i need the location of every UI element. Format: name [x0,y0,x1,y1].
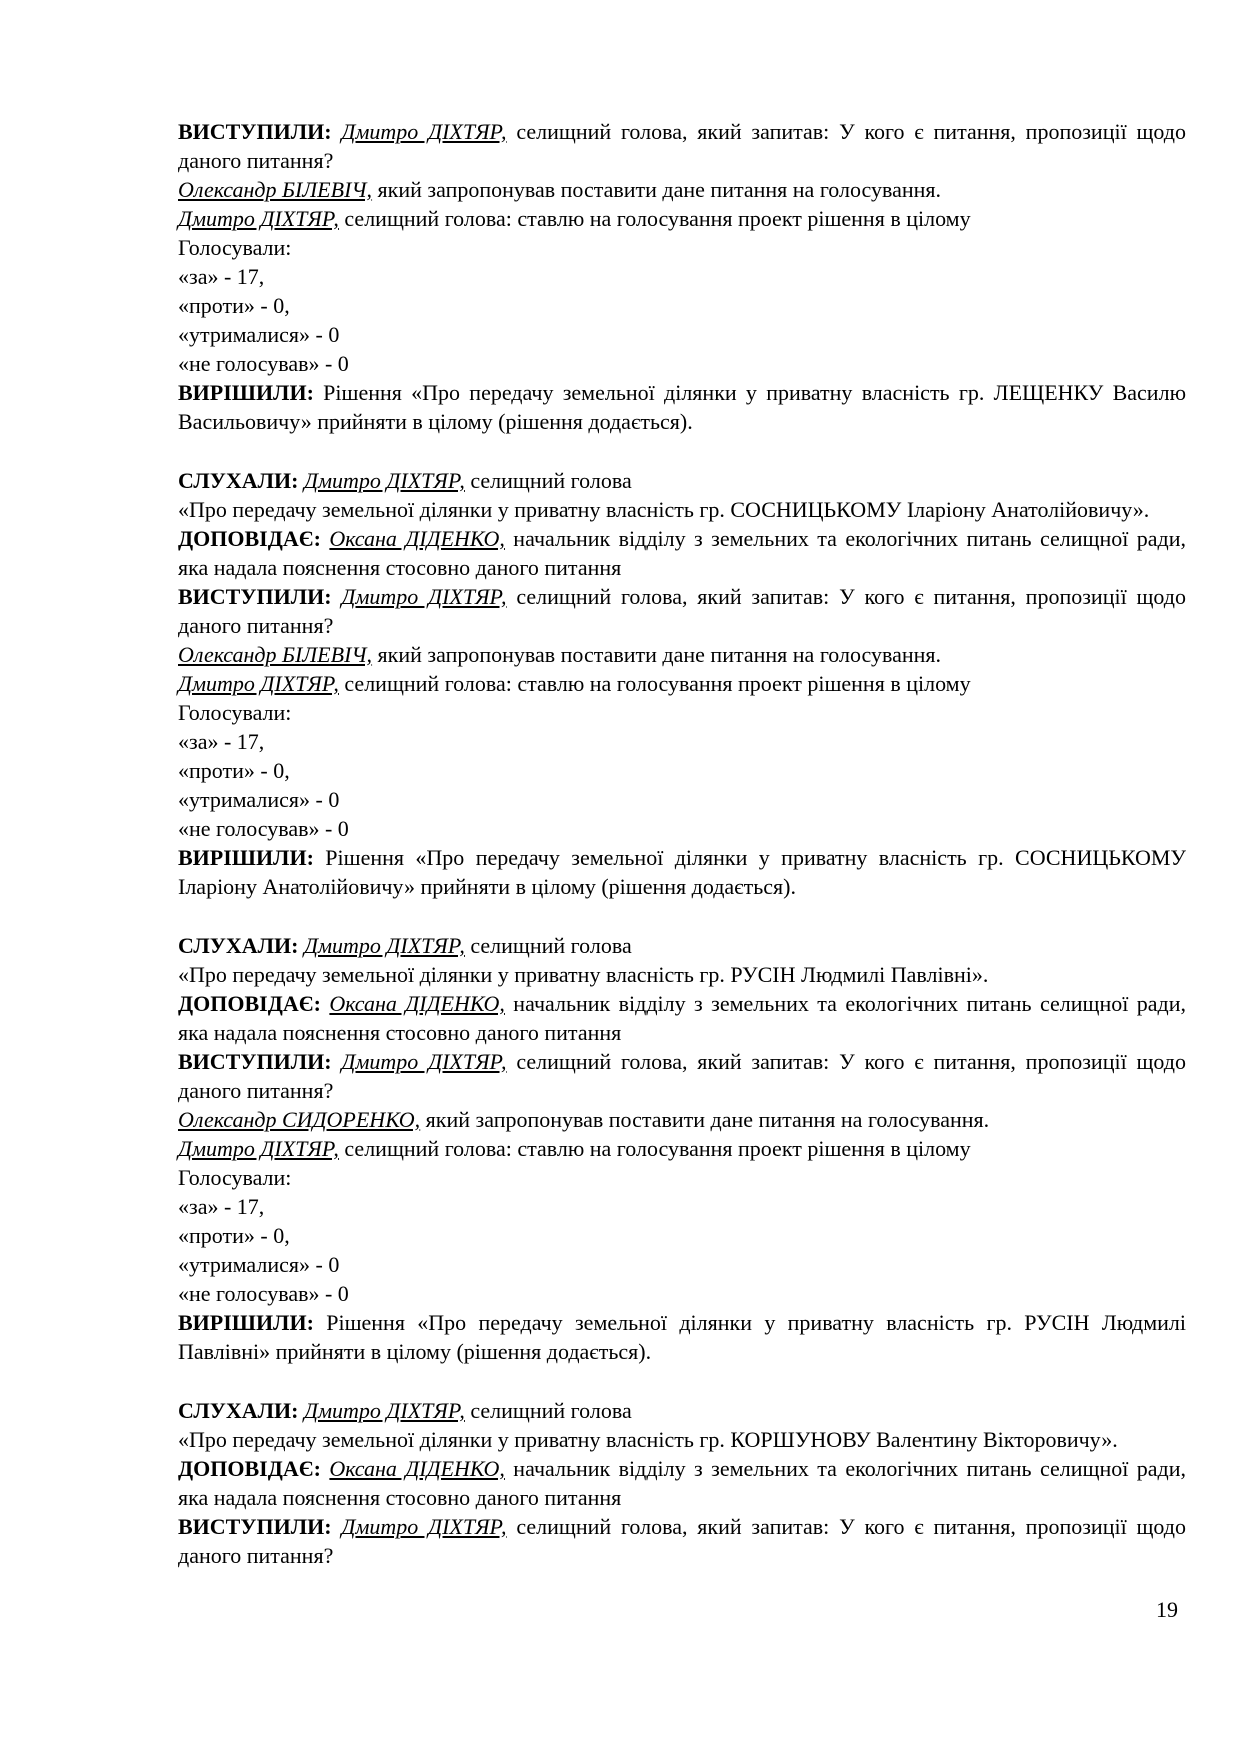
paragraph [178,1279,1186,1308]
section-label: ДОПОВІДАЄ: [178,991,330,1016]
paragraph [178,349,1186,378]
paragraph-text: селищний голова, який запитав: У кого є питання, пропозиції щодо даного питання? [178,1514,1186,1568]
paragraph [178,378,1186,436]
page-number: 19 [1156,1597,1178,1622]
speaker-name: Дмитро ДІХТЯР, [341,1514,507,1539]
speaker-name: Оксана ДІДЕНКО, [329,526,505,551]
speaker-name: Дмитро ДІХТЯР, [303,933,465,958]
paragraph-text: начальник відділу з земельних та екологічних питань селищної ради, яка надала пояснення стосовно даного питання [178,991,1186,1045]
section-label: ВИСТУПИЛИ: [178,1049,342,1074]
speaker-name: Дмитро ДІХТЯР, [178,206,339,231]
section-label: ВИСТУПИЛИ: [178,584,342,609]
paragraph [178,727,1186,756]
paragraph-text: Голосували: [178,1165,292,1190]
paragraph [178,1250,1186,1279]
paragraph [178,175,1186,204]
paragraph [178,495,1186,524]
paragraph-text: «за» - 17, [178,264,265,289]
paragraph [178,262,1186,291]
paragraph-text: «Про передачу земельної ділянки у приватну власність гр. СОСНИЦЬКОМУ Іларіону Анатолійовичу». [178,497,1150,522]
paragraph [178,1454,1186,1512]
paragraph-text: «не голосував» - 0 [178,351,349,376]
paragraph [178,960,1186,989]
section-label: ДОПОВІДАЄ: [178,526,330,551]
speaker-name: Дмитро ДІХТЯР, [178,671,339,696]
section-label: СЛУХАЛИ: [178,1398,304,1423]
paragraph-text: селищний голова: ставлю на голосування проект рішення в цілому [338,671,971,696]
paragraph-text: «проти» - 0, [178,293,290,318]
speaker-name: Оксана ДІДЕНКО, [329,991,505,1016]
paragraph-text: селищний голова [464,933,632,958]
speaker-name: Дмитро ДІХТЯР, [341,1049,507,1074]
paragraph-text: «утрималися» - 0 [178,1252,340,1277]
paragraph [178,582,1186,640]
paragraph-text: «за» - 17, [178,1194,265,1219]
paragraph [178,1192,1186,1221]
document-body [178,117,1186,1570]
paragraph-text: «не голосував» - 0 [178,1281,349,1306]
speaker-name: Дмитро ДІХТЯР, [303,1398,465,1423]
paragraph-text: Рішення «Про передачу земельної ділянки у приватну власність гр. ЛЕЩЕНКУ Василю Васильовичу» прийняти в цілому (рішення додається). [178,380,1186,434]
section-label: ВИСТУПИЛИ: [178,119,342,144]
paragraph [178,320,1186,349]
paragraph-text: Рішення «Про передачу земельної ділянки у приватну власність гр. СОСНИЦЬКОМУ Іларіону Анатолійовичу» прийняти в цілому (рішення додається). [178,845,1186,899]
section-label: СЛУХАЛИ: [178,468,304,493]
paragraph-text: «проти» - 0, [178,758,290,783]
paragraph-text: «не голосував» - 0 [178,816,349,841]
speaker-name: Олександр СИДОРЕНКО, [178,1107,421,1132]
paragraph [178,1396,1186,1425]
speaker-name: Дмитро ДІХТЯР, [341,584,507,609]
paragraph-text: селищний голова, який запитав: У кого є питання, пропозиції щодо даного питання? [178,119,1186,173]
speaker-name: Дмитро ДІХТЯР, [178,1136,339,1161]
paragraph [178,1512,1186,1570]
section-label: СЛУХАЛИ: [178,933,304,958]
paragraph-text: «проти» - 0, [178,1223,290,1248]
paragraph-text: Голосували: [178,235,292,260]
paragraph-text: Рішення «Про передачу земельної ділянки у приватну власність гр. РУСІН Людмилі Павлівні» прийняти в цілому (рішення додається). [178,1310,1187,1364]
paragraph-text: селищний голова: ставлю на голосування проект рішення в цілому [338,206,971,231]
paragraph-text: селищний голова, який запитав: У кого є питання, пропозиції щодо даного питання? [178,1049,1186,1103]
paragraph-text: селищний голова, який запитав: У кого є питання, пропозиції щодо даного питання? [178,584,1186,638]
paragraph [178,204,1186,233]
section-label: ВИРІШИЛИ: [178,845,326,870]
paragraph [178,785,1186,814]
paragraph [178,814,1186,843]
paragraph [178,931,1186,960]
paragraph [178,989,1186,1047]
paragraph-text: селищний голова [464,468,632,493]
speaker-name: Дмитро ДІХТЯР, [341,119,507,144]
paragraph [178,1163,1186,1192]
paragraph [178,1221,1186,1250]
speaker-name: Дмитро ДІХТЯР, [303,468,465,493]
paragraph-text: Голосували: [178,700,292,725]
paragraph [178,466,1186,495]
paragraph [178,1105,1186,1134]
paragraph [178,640,1186,669]
paragraph [178,1425,1186,1454]
section-label: ДОПОВІДАЄ: [178,1456,330,1481]
paragraph-text: селищний голова: ставлю на голосування проект рішення в цілому [338,1136,971,1161]
paragraph-text: «за» - 17, [178,729,265,754]
speaker-name: Олександр БІЛЕВІЧ, [178,177,373,202]
paragraph [178,669,1186,698]
paragraph [178,698,1186,727]
section-label: ВИРІШИЛИ: [178,1310,327,1335]
paragraph-text: який запропонував поставити дане питання на голосування. [372,177,942,202]
paragraph-text: «Про передачу земельної ділянки у приватну власність гр. РУСІН Людмилі Павлівні». [178,962,989,987]
paragraph-text: який запропонував поставити дане питання на голосування. [420,1107,990,1132]
speaker-name: Олександр БІЛЕВІЧ, [178,642,373,667]
paragraph-text: начальник відділу з земельних та екологічних питань селищної ради, яка надала пояснення стосовно даного питання [178,526,1186,580]
paragraph [178,1308,1186,1366]
paragraph [178,117,1186,175]
paragraph [178,1047,1186,1105]
paragraph [178,291,1186,320]
section-label: ВИСТУПИЛИ: [178,1514,342,1539]
paragraph-text: «утрималися» - 0 [178,787,340,812]
paragraph-text: «Про передачу земельної ділянки у приватну власність гр. КОРШУНОВУ Валентину Вікторовичу». [178,1427,1118,1452]
paragraph [178,1134,1186,1163]
paragraph-text: який запропонував поставити дане питання на голосування. [372,642,942,667]
speaker-name: Оксана ДІДЕНКО, [329,1456,505,1481]
paragraph-text: «утрималися» - 0 [178,322,340,347]
paragraph [178,233,1186,262]
paragraph-text: начальник відділу з земельних та екологічних питань селищної ради, яка надала пояснення стосовно даного питання [178,1456,1186,1510]
paragraph [178,756,1186,785]
section-label: ВИРІШИЛИ: [178,380,324,405]
paragraph [178,843,1186,901]
paragraph [178,524,1186,582]
paragraph-text: селищний голова [464,1398,632,1423]
